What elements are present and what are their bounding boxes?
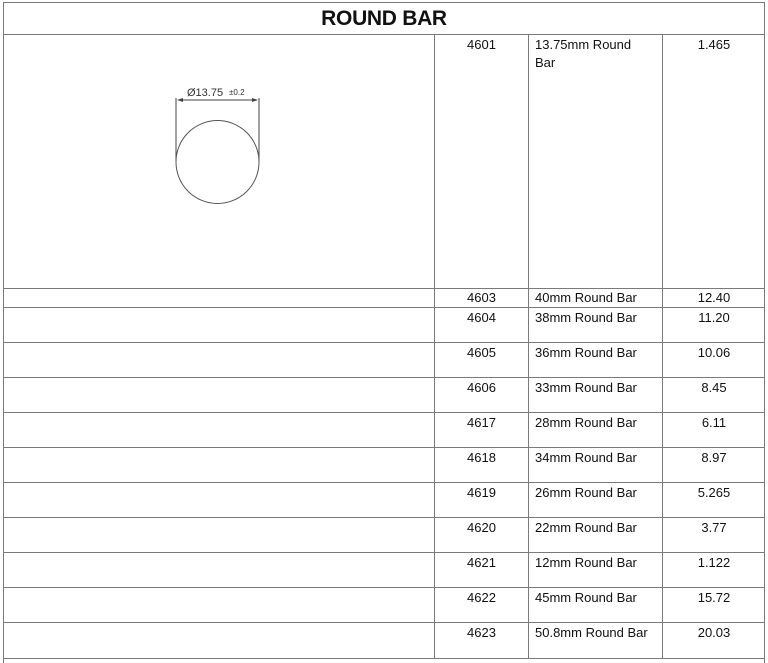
row-divider [3,307,765,308]
row-divider [3,517,765,518]
row-weight: 8.97 [701,450,727,465]
row-divider [3,377,765,378]
circle-cross-section-icon [3,34,434,288]
row-weight: 20.03 [697,625,731,640]
row-divider [3,587,765,588]
row-code: 4620 [467,520,496,535]
row-weight: 1.465 [697,37,731,52]
row-description: 13.75mm Round Bar [535,37,632,70]
row-code: 4622 [467,590,496,605]
row-code: 4617 [467,415,496,430]
row-description: 28mm Round Bar [535,415,637,430]
row-weight: 8.45 [701,380,727,395]
row-divider [3,552,765,553]
dimension-label: Ø13.75 [187,87,224,99]
row-divider [3,658,765,659]
row-code: 4619 [467,485,496,500]
row-description: 45mm Round Bar [535,590,637,605]
row-code: 4601 [467,37,496,52]
row-description: 50.8mm Round Bar [535,625,648,640]
row-code: 4604 [467,310,496,325]
row-divider [3,342,765,343]
dimension-tolerance: ±0.2 [229,88,245,97]
row-code: 4621 [467,555,496,570]
row-divider [3,412,765,413]
row-description: 33mm Round Bar [535,380,637,395]
row-description: 34mm Round Bar [535,450,637,465]
row-divider [3,622,765,623]
row-weight: 10.06 [697,345,731,360]
row-description: 36mm Round Bar [535,345,637,360]
row-weight: 11.20 [698,310,730,325]
row-weight: 12.40 [697,290,731,305]
row-weight: 3.77 [701,520,727,535]
row-code: 4603 [467,290,496,305]
row-code: 4623 [467,625,496,640]
page-title: ROUND BAR [321,7,447,30]
row-weight: 15.72 [697,590,731,605]
col-divider-code [528,34,529,658]
row-description: 40mm Round Bar [535,290,637,305]
row-divider [3,482,765,483]
row-description: 12mm Round Bar [535,555,637,570]
row-code: 4606 [467,380,496,395]
row-description: 22mm Round Bar [535,520,637,535]
round-bar-sheet [3,2,765,663]
row-weight: 6.11 [701,415,727,430]
row-description: 26mm Round Bar [535,485,637,500]
row-code: 4605 [467,345,496,360]
row-description: 38mm Round Bar [535,310,637,325]
row-divider [3,447,765,448]
row-weight: 1.122 [697,555,731,570]
row-code: 4618 [467,450,496,465]
row-weight: 5.265 [697,485,731,500]
